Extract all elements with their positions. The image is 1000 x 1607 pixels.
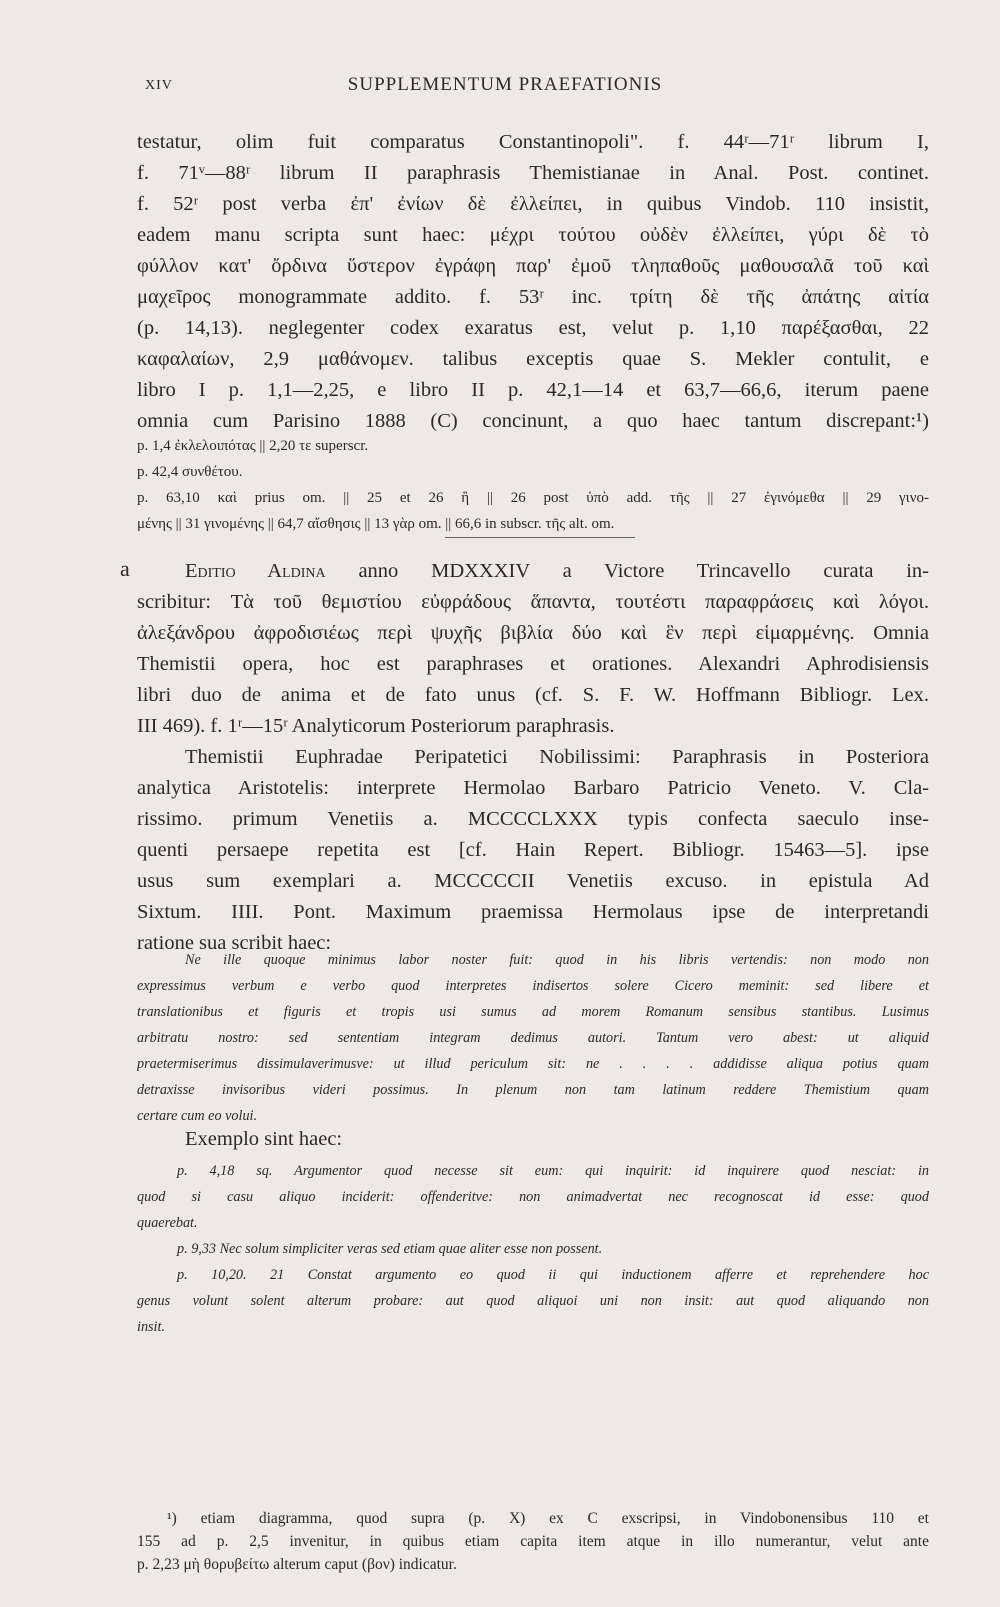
example-line: quaerebat. (137, 1215, 198, 1231)
footnote-line: p. 2,23 μὴ θορυβείτω alterum caput (βον) indicatur. (137, 1556, 457, 1573)
text-line: eadem manu scripta sunt haec: μέχρι τούτου οὐδὲν ἐλλείπει, γύρι δὲ τὸ (137, 224, 929, 246)
text-line: ratione sua scribit haec: (137, 932, 332, 954)
text-line: καφαλαίων, 2,9 μαθάνομεν. talibus exceptis quae S. Mekler contulit, e (137, 348, 929, 370)
text-line: Themistii opera, hoc est paraphrases et orationes. Alexandri Aphrodisiensis (137, 653, 929, 675)
example-line: p. 9,33 Nec solum simpliciter veras sed etiam quae aliter esse non possent. (177, 1241, 603, 1257)
text-line: libro I p. 1,1—2,25, e libro II p. 42,1—14 et 63,7—66,6, iterum paene (137, 379, 929, 401)
variant-readings (137, 433, 929, 537)
text-line: f. 71ᵛ—88ʳ librum II paraphrasis Themistianae in Anal. Post. continet. (137, 162, 929, 184)
text-line: μαχεῖρος monogrammate addito. f. 53ʳ inc. τρίτη δὲ τῆς ἀπάτης αἰτία (137, 286, 929, 308)
text-line: libri duo de anima et de fato unus (cf. S. F. W. Hoffmann Bibliogr. Lex. (137, 684, 929, 706)
running-header (145, 74, 925, 98)
example-line: insit. (137, 1319, 165, 1335)
example-line: p. 10,20. 21 Constat argumento eo quod ii qui inductionem afferre et reprehendere hoc (177, 1267, 929, 1283)
example-line: genus volunt solent alterum probare: aut quod aliquoi uni non insit: aut quod aliquando non (137, 1293, 929, 1309)
text-line: testatur, olim fuit comparatus Constantinopoli". f. 44ʳ—71ʳ librum I, (137, 131, 929, 153)
text-line: ἀλεξάνδρου ἀφροδισιέως περὶ ψυχῆς βιβλία δύο καὶ ἓν περὶ εἱμαρμένης. Omnia (137, 622, 929, 644)
quote-line: expressimus verbum e verbo quod interpretes indisertos solere Cicero meminit: sed libere et (137, 978, 929, 994)
text-line: (p. 14,13). neglegenter codex exaratus est, velut p. 1,10 παρέξασθαι, 22 (137, 317, 929, 339)
variant-line: μένης || 31 γινομένης || 64,7 αἴσθησις || 13 γὰρ om. || 66,6 in subscr. τῆς alt. om. (137, 516, 615, 532)
quotation (137, 947, 929, 1129)
example-line: p. 4,18 sq. Argumentor quod necesse sit eum: qui inquirit: id inquirere quod nesciat: in (177, 1163, 929, 1179)
footnote-line: ¹) etiam diagramma, quod supra (p. X) ex C exscripsi, in Vindobonensibus 110 et (167, 1510, 929, 1527)
text-line: omnia cum Parisino 1888 (C) concinunt, a quo haec tantum discrepant:¹) (137, 410, 929, 432)
text-line: scribitur: Τὰ τοῦ θεμιστίου εὐφράδους ἅπαντα, τουτέστι παραφράσεις καὶ λόγοι. (137, 591, 929, 613)
text-line: usus sum exemplari a. MCCCCCII Venetiis excuso. in epistula Ad (137, 870, 929, 892)
quote-line: Ne ille quoque minimus labor noster fuit: quod in his libris vertendis: non modo non (185, 952, 929, 968)
text-line: Themistii Euphradae Peripatetici Nobilissimi: Paraphrasis in Posteriora (185, 746, 929, 768)
exemplo-heading (137, 1124, 929, 1155)
variant-line: p. 1,4 ἐκλελοιπότας || 2,20 τε superscr. (137, 438, 369, 454)
footnote-line: 155 ad p. 2,5 invenitur, in quibus etiam capita item atque in illo numerantur, velut ante (137, 1533, 929, 1550)
intro-paragraph (137, 127, 929, 437)
quote-line: arbitratu nostro: sed sententiam integram dedimus autori. Tantum vero abest: ut aliquid (137, 1030, 929, 1046)
aldina-paragraph (137, 556, 929, 959)
section-divider (445, 537, 635, 538)
margin-siglum: a (120, 556, 130, 581)
quote-line: detraxisse invisoribus videri possimus. In plenum non tam latinum reddere Themistium quam (137, 1082, 929, 1098)
quote-line: translationibus et figuris et tropis usi sumus ad morem Romanum sensibus stantibus. Lusimus (137, 1004, 929, 1020)
text-line: quenti persaepe repetita est [cf. Hain Repert. Bibliogr. 15463—5]. ipse (137, 839, 929, 861)
footnote (137, 1507, 929, 1576)
quote-line: praetermiserimus dissimulaverimusve: ut illud periculum sit: ne . . . . addidisse aliqua potius quam (137, 1056, 929, 1072)
edition-heading: Editio Aldina (185, 560, 326, 582)
text-line: analytica Aristotelis: interprete Hermolao Barbaro Patricio Veneto. V. Cla- (137, 777, 929, 799)
text-line: Exemplo sint haec: (185, 1128, 343, 1150)
text-line: Sixtum. IIII. Pont. Maximum praemissa Hermolaus ipse de interpretandi (137, 901, 929, 923)
text-line: rissimo. primum Venetiis a. MCCCCLXXX typis confecta saeculo inse- (137, 808, 929, 830)
variant-line: p. 63,10 καὶ prius om. || 25 et 26 ἢ || 26 post ὑπὸ add. τῆς || 27 ἐγινόμεθα || 29 γινο- (137, 490, 929, 506)
running-title: SUPPLEMENTUM PRAEFATIONIS (347, 74, 663, 95)
text-line: f. 52ʳ post verba ἐπ' ἐνίων δὲ ἐλλείπει, in quibus Vindob. 110 insistit, (137, 193, 929, 215)
text-line (137, 556, 929, 587)
quote-line: certare cum eo volui. (137, 1108, 258, 1124)
examples (137, 1158, 929, 1340)
edition-heading-rest: anno MDXXXIV a Victore Trincavello curata in- (325, 560, 929, 582)
variant-line: p. 42,4 συνθέτου. (137, 464, 243, 480)
page-number: XIV (145, 78, 173, 93)
example-line: quod si casu aliquo inciderit: offenderitve: non animadvertat nec recognoscat id esse: quod (137, 1189, 929, 1205)
text-line: φύλλον κατ' ὄρδινα ὕστερον ἐγράφη παρ' ἐμοῦ τληπαθοῦς μαθουσαλᾶ τοῦ καὶ (137, 255, 929, 277)
text-line: III 469). f. 1ʳ—15ʳ Analyticorum Posteriorum paraphrasis. (137, 715, 615, 737)
